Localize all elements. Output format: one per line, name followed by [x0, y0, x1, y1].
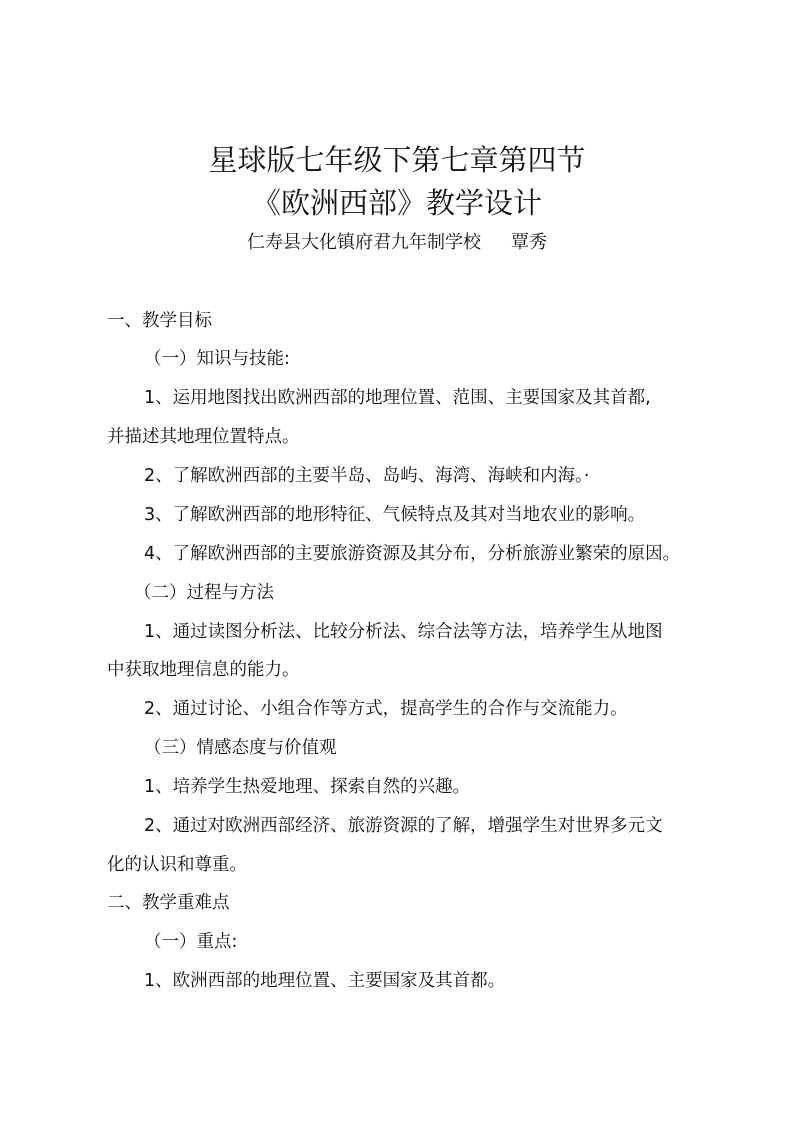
paragraph-line: 2、通过讨论、小组合作等方式，提高学生的合作与交流能力。 — [144, 699, 628, 719]
document-title-line2: 《欧洲西部》教学设计 — [251, 186, 542, 220]
paragraph-line: 2、了解欧洲西部的主要半岛、岛屿、海湾、海峡和内海。· — [144, 466, 590, 486]
paragraph-line: 中获取地理信息的能力。 — [107, 660, 300, 680]
paragraph-line: 3、了解欧洲西部的地形特征、气候特点及其对当地农业的影响。 — [144, 505, 646, 525]
paragraph-line: 1、欧洲西部的地理位置、主要国家及其首都。 — [144, 971, 506, 991]
subsection-heading-process: （二）过程与方法 — [134, 583, 274, 603]
section-heading-objectives: 一、教学目标 — [107, 311, 212, 331]
school-name: 仁寿县大化镇府君九年制学校 — [247, 232, 481, 253]
document-title-line1: 星球版七年级下第七章第四节 — [208, 143, 586, 177]
author-name: 覃秀 — [511, 232, 547, 253]
subsection-heading-focus: （一）重点: — [144, 932, 238, 952]
paragraph-line: 2、通过对欧洲西部经济、旅游资源的了解，增强学生对世界多元文 — [144, 816, 663, 836]
section-heading-key-points: 二、教学重难点 — [107, 893, 230, 913]
subsection-heading-knowledge: （一）知识与技能: — [144, 349, 290, 369]
paragraph-line: 化的认识和尊重。 — [107, 855, 247, 875]
paragraph-line: 4、了解欧洲西部的主要旅游资源及其分布，分析旅游业繁荣的原因。 — [144, 544, 681, 564]
subsection-heading-values: （三）情感态度与价值观 — [144, 738, 337, 758]
paragraph-line: 1、通过读图分析法、比较分析法、综合法等方法，培养学生从地图 — [144, 622, 663, 642]
author-line — [0, 231, 794, 255]
paragraph-line: 并描述其地理位置特点。 — [107, 427, 300, 447]
paragraph-line: 1、运用地图找出欧洲西部的地理位置、范围、主要国家及其首都, — [144, 388, 651, 408]
paragraph-line: 1、培养学生热爱地理、探索自然的兴趣。 — [144, 777, 471, 797]
